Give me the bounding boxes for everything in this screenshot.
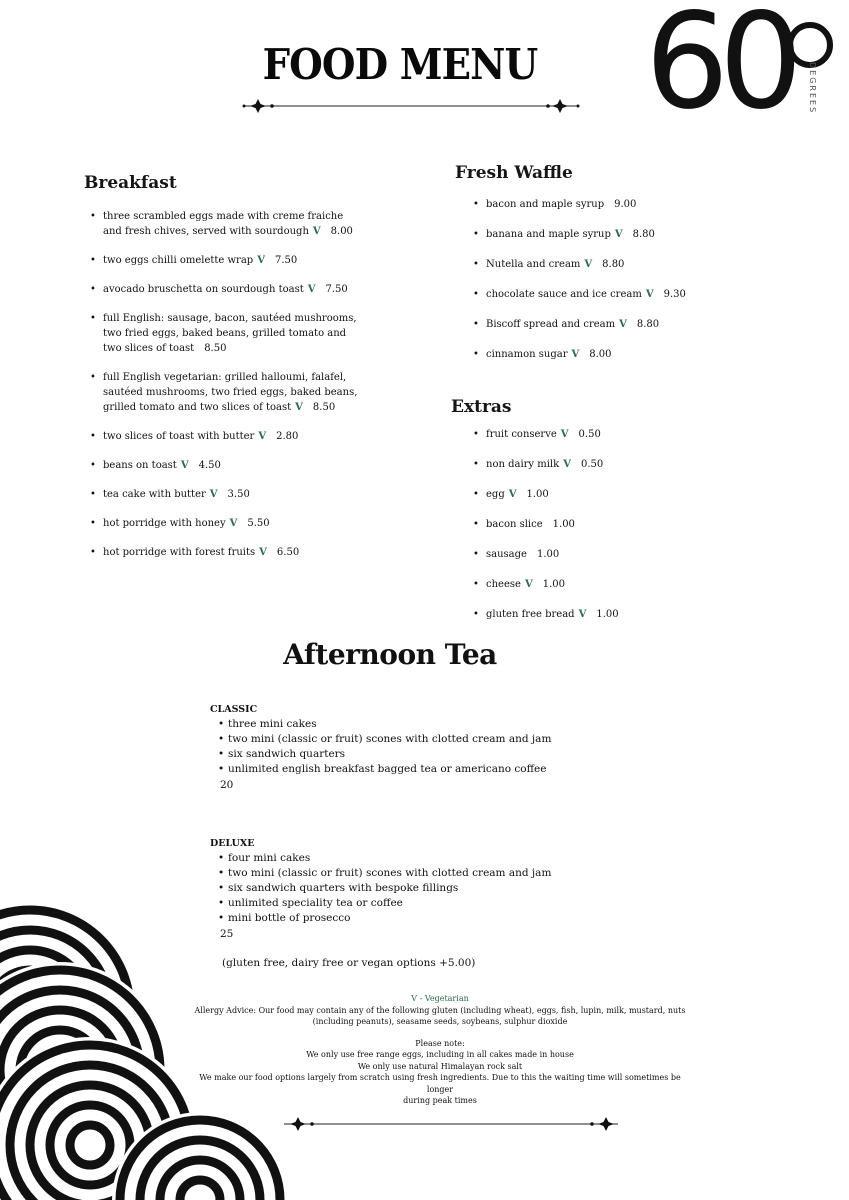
tea-deluxe-price: 25 — [220, 928, 234, 940]
menu-item-price: 8.80 — [602, 259, 625, 270]
menu-item-text: hot porridge with honey — [103, 518, 226, 529]
menu-item-text: egg — [486, 489, 505, 500]
menu-item-price: 1.00 — [552, 519, 575, 530]
tea-options-note: (gluten free, dairy free or vegan options +5.00) — [222, 957, 476, 969]
menu-item-text: full English: sausage, bacon, sautéed mushrooms, two fried eggs, baked beans, grilled tomato and two slices of toast — [103, 313, 357, 354]
menu-item-price: 7.50 — [274, 255, 298, 266]
menu-item — [471, 197, 775, 212]
tea-item: • two mini (classic or fruit) scones with clotted cream and jam — [218, 732, 610, 747]
note-line-4: during peak times — [403, 1096, 477, 1105]
tea-deluxe-label: DELUXE — [210, 838, 255, 849]
menu-item-price: 8.00 — [330, 226, 353, 237]
menu-item — [88, 209, 358, 239]
extras-list — [451, 427, 771, 622]
menu-item-price: 4.50 — [198, 460, 221, 471]
menu-item-text: tea cake with butter — [103, 489, 206, 500]
menu-item-price: 2.80 — [276, 431, 299, 442]
decorative-arcs-icon — [0, 900, 290, 1200]
vegetarian-badge: V — [563, 459, 571, 470]
menu-item-price: 3.50 — [227, 489, 250, 500]
tea-item: • six sandwich quarters — [218, 747, 610, 762]
menu-item-price: 6.50 — [276, 547, 300, 558]
page-title: FOOD MENU — [262, 40, 538, 89]
menu-item — [88, 487, 358, 502]
tea-classic-price: 20 — [220, 779, 234, 791]
please-note: Please note: — [415, 1038, 465, 1048]
menu-item-price: 9.30 — [663, 289, 686, 300]
menu-item — [471, 517, 771, 532]
menu-item — [88, 253, 358, 268]
menu-item — [471, 547, 771, 562]
vegetarian-badge: V — [229, 518, 238, 529]
vegetarian-badge: V — [209, 489, 218, 500]
tea-item: • unlimited english breakfast bagged tea or americano coffee — [218, 762, 610, 777]
tea-item: • mini bottle of prosecco — [218, 911, 610, 926]
menu-item — [88, 282, 358, 297]
menu-item-text: bacon and maple syrup — [486, 199, 605, 210]
menu-item-price: 5.50 — [247, 518, 270, 529]
tea-item: • two mini (classic or fruit) scones with clotted cream and jam — [218, 866, 610, 881]
vegetarian-badge: V — [645, 289, 654, 300]
menu-item — [471, 427, 771, 442]
menu-item — [471, 347, 775, 362]
menu-item-text: cinnamon sugar — [486, 349, 568, 360]
menu-item — [471, 227, 775, 242]
menu-item-price: 8.00 — [589, 349, 612, 360]
afternoon-tea-heading: Afternoon Tea — [283, 638, 497, 671]
tea-item: • unlimited speciality tea or coffee — [218, 896, 610, 911]
vegetarian-badge: V — [257, 255, 265, 266]
menu-item-price: 1.00 — [526, 489, 549, 500]
menu-item-text: banana and maple syrup — [486, 229, 611, 240]
vegetarian-badge: V — [258, 431, 267, 442]
menu-item — [88, 516, 358, 531]
waffle-list — [455, 197, 775, 362]
vegetarian-badge: V — [524, 579, 533, 590]
breakfast-section — [84, 173, 384, 574]
title-divider — [238, 96, 584, 116]
menu-item — [88, 458, 358, 473]
menu-item-text: chocolate sauce and ice cream — [486, 289, 642, 300]
vegetarian-badge: V — [619, 319, 627, 330]
menu-item-text: beans on toast — [103, 460, 177, 471]
vegetarian-badge: V — [307, 284, 316, 295]
menu-item-text: hot porridge with forest fruits — [103, 547, 256, 558]
menu-item-price: 8.50 — [204, 343, 227, 354]
menu-item-text: bacon slice — [486, 519, 543, 530]
menu-item-price: 8.50 — [312, 402, 336, 413]
brand-logo — [645, 0, 845, 160]
tea-classic-block — [210, 703, 610, 793]
menu-item-price: 7.50 — [325, 284, 348, 295]
vegetarian-badge: V — [614, 229, 623, 240]
waffle-section — [455, 163, 775, 377]
menu-item-price: 1.00 — [596, 609, 619, 620]
veg-key: V - Vegetarian — [411, 994, 469, 1003]
menu-item-text: Biscoff spread and cream — [486, 319, 616, 330]
menu-item-text: full English vegetarian: grilled halloumi, falafel, sautéed mushrooms, two fried eggs, baked beans, grilled tomato and two slices of toast — [103, 372, 358, 413]
menu-item-text: gluten free bread — [486, 609, 575, 620]
vegetarian-badge: V — [180, 460, 189, 471]
menu-item-price: 1.00 — [542, 579, 565, 590]
breakfast-heading: Breakfast — [84, 173, 177, 193]
menu-item-price: 0.50 — [580, 459, 604, 470]
logo-number: 60 — [645, 0, 793, 139]
menu-item — [88, 370, 358, 415]
menu-item-text: fruit conserve — [486, 429, 557, 440]
menu-item-text: sausage — [486, 549, 527, 560]
tea-item: • six sandwich quarters with bespoke fillings — [218, 881, 610, 896]
menu-item-price: 8.80 — [632, 229, 655, 240]
menu-item — [88, 311, 358, 356]
menu-item — [471, 257, 775, 272]
allergy-advice-line-1: Allergy Advice: Our food may contain any of the following gluten (including wheat), eggs, fish, lupin, milk, mustard, nuts — [194, 1005, 686, 1015]
extras-heading: Extras — [451, 397, 512, 417]
tea-classic-label: CLASSIC — [210, 704, 258, 715]
menu-item-text: non dairy milk — [486, 459, 560, 470]
extras-section — [451, 397, 771, 637]
menu-item-text: three scrambled eggs made with creme fraiche and fresh chives, served with sourdough — [103, 211, 344, 237]
menu-item-text: avocado bruschetta on sourdough toast — [103, 284, 304, 295]
bottom-divider — [278, 1114, 624, 1134]
menu-item — [471, 607, 771, 622]
breakfast-list — [84, 209, 358, 560]
vegetarian-badge: V — [584, 259, 593, 270]
menu-item — [88, 429, 358, 444]
menu-item-price: 0.50 — [578, 429, 601, 440]
menu-item-price: 8.80 — [636, 319, 660, 330]
tea-item: • three mini cakes — [218, 717, 610, 732]
menu-item-text: two eggs chilli omelette wrap — [103, 255, 254, 266]
menu-item — [471, 487, 771, 502]
vegetarian-badge: V — [295, 402, 303, 413]
menu-item-price: 1.00 — [536, 549, 560, 560]
menu-item-text: Nutella and cream — [486, 259, 581, 270]
vegetarian-badge: V — [312, 226, 321, 237]
tea-item: • four mini cakes — [218, 851, 610, 866]
vegetarian-badge: V — [560, 429, 569, 440]
menu-item — [471, 287, 775, 302]
menu-item — [471, 457, 771, 472]
menu-item — [471, 577, 771, 592]
logo-word: DEGREES — [808, 62, 817, 115]
note-line-1: We only use free range eggs, including in all cakes made in house — [306, 1050, 574, 1059]
menu-item-text: two slices of toast with butter — [103, 431, 255, 442]
waffle-heading: Fresh Waffle — [455, 163, 573, 183]
allergy-advice-line-2: (including peanuts), seasame seeds, soybeans, sulphur dioxide — [312, 1017, 568, 1026]
vegetarian-badge: V — [571, 349, 580, 360]
menu-item — [88, 545, 358, 560]
menu-item — [471, 317, 775, 332]
menu-item-text: cheese — [486, 579, 521, 590]
note-line-2: We only use natural Himalayan rock salt — [357, 1061, 523, 1071]
vegetarian-badge: V — [578, 609, 587, 620]
tea-classic-list — [210, 717, 610, 777]
menu-item-price: 9.00 — [614, 199, 637, 210]
vegetarian-badge: V — [508, 489, 517, 500]
vegetarian-badge: V — [259, 547, 267, 558]
note-line-3: We make our food options largely from scratch using fresh ingredients. Due to this the waiting time will sometimes be longer — [199, 1073, 681, 1094]
